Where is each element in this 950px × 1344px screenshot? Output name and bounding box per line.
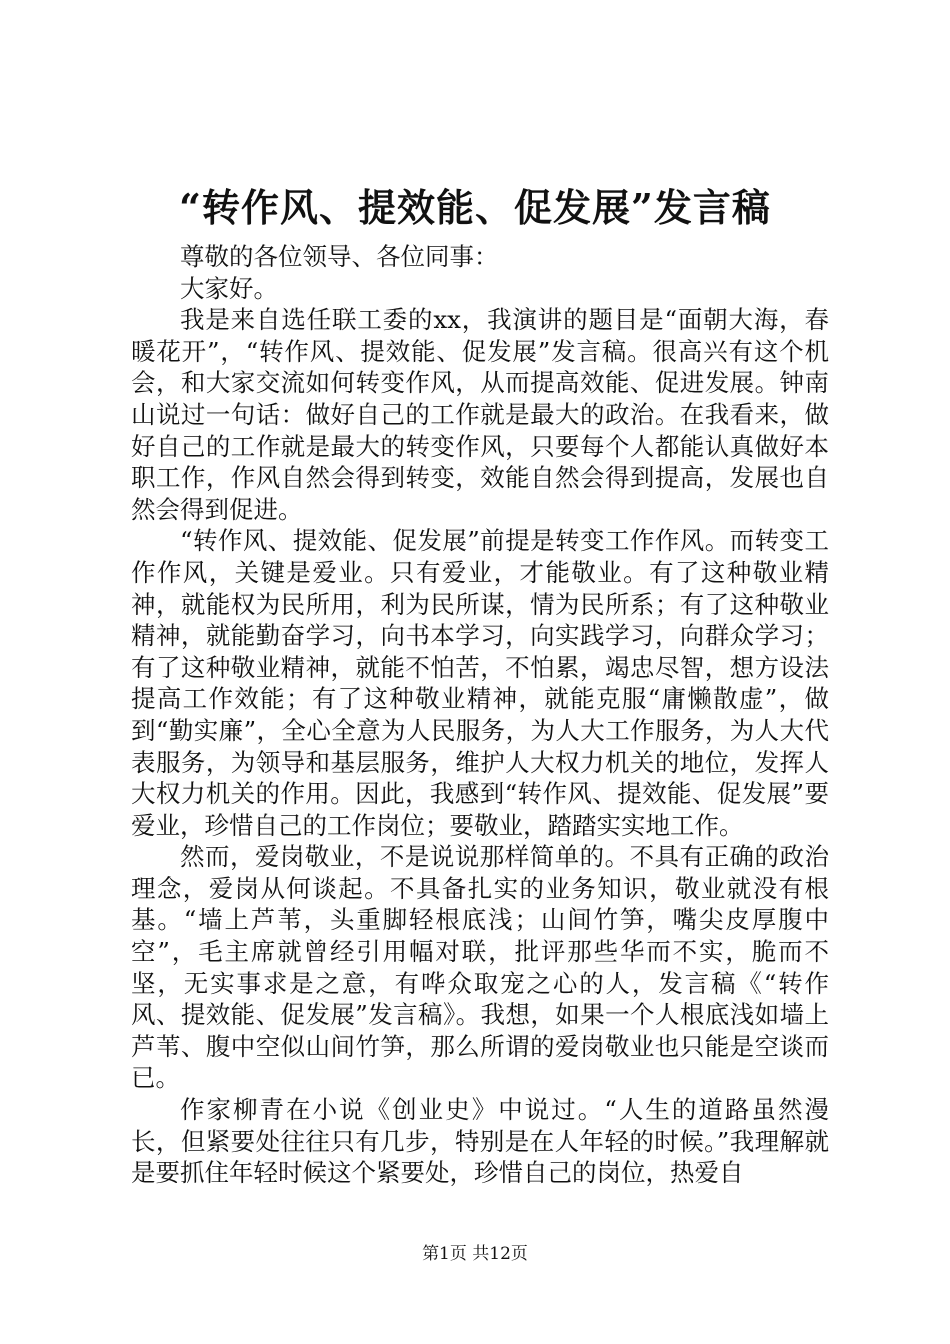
paragraph: 然而，爱岗敬业，不是说说那样简单的。不具有正确的政治理念，爱岗从何谈起。不具备扎实的业务知识，敬业就没有根基。“墙上芦苇，头重脚轻根底浅；山间竹笋，嘴尖皮厚腹中空”，毛主席就曾经引用幅对联，批评那些华而不实，脆而不坚，无实事求是之意，有哗众取宠之心的人，发言稿《“转作风、提效能、促发展”发言稿》。我想，如果一个人根底浅如墙上芦苇、腹中空似山间竹笋，那么所谓的爱岗敬业也只能是空谈而已。 — [131, 842, 829, 1093]
paragraph: “转作风、提效能、促发展”前提是转变工作作风。而转变工作作风，关键是爱业。只有爱业，才能敬业。有了这种敬业精神，就能权为民所用，利为民所谋，情为民所系；有了这种敬业精神，就能勤奋学习，向书本学习，向实践学习，向群众学习；有了这种敬业精神，就能不怕苦，不怕累，竭忠尽智，想方设法提高工作效能；有了这种敬业精神，就能克服“庸懒散虚”，做到“勤实廉”，全心全意为人民服务，为人大工作服务，为人大代表服务，为领导和基层服务，维护人大权力机关的地位，发挥人大权力机关的作用。因此，我感到“转作风、提效能、促发展”要爱业，珍惜自己的工作岗位；要敬业，踏踏实实地工作。 — [131, 526, 829, 840]
page-number: 第1页 共12页 — [422, 1244, 528, 1264]
paragraph: 我是来自选任联工委的xx，我演讲的题目是“面朝大海，春暖花开”，“转作风、提效能、促发展”发言稿。很高兴有这个机会，和大家交流如何转变作风，从而提高效能、促进发展。钟南山说过一句话：做好自己的工作就是最大的政治。在我看来，做好自己的工作就是最大的转变作风，只要每个人都能认真做好本职工作，作风自然会得到转变，效能自然会得到提高，发展也自然会得到促进。 — [131, 305, 829, 524]
document-title: “转作风、提效能、促发展”发言稿 — [179, 185, 771, 230]
greeting: 大家好。 — [180, 273, 278, 303]
salutation: 尊敬的各位领导、各位同事： — [180, 242, 499, 271]
paragraph: 作家柳青在小说《创业史》中说过。“人生的道路虽然漫长，但紧要处往往只有几步，特别是在人年轻的时候。”我理解就是要抓住年轻时候这个紧要处，珍惜自己的岗位，热爱自 — [131, 1095, 829, 1188]
document-body — [131, 241, 829, 1189]
